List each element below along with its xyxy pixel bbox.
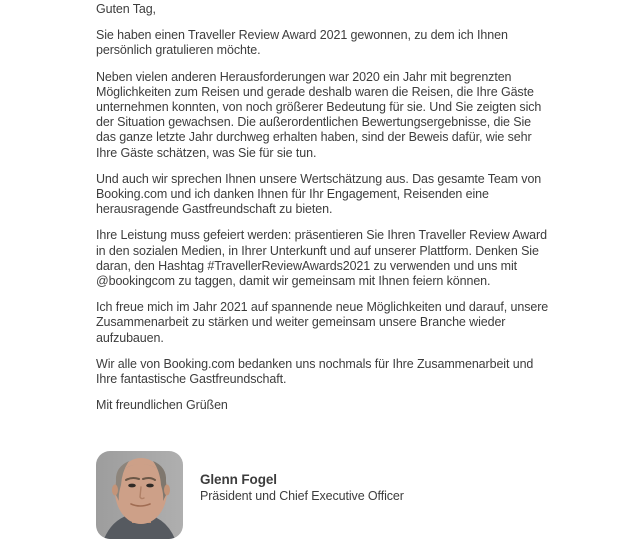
glenn-fogel-photo — [96, 451, 183, 539]
signer-name: Glenn Fogel — [200, 472, 277, 487]
letter-line: Zusammenarbeit zu stärken und weiter gemeinsam unsere Branche wieder — [96, 315, 506, 330]
paragraph — [96, 398, 548, 413]
letter-line: herausragende Gastfreundschaft zu bieten. — [96, 202, 333, 217]
letter-line: Wir alle von Booking.com bedanken uns nochmals für Ihre Zusammenarbeit und — [96, 356, 534, 371]
paragraph — [96, 300, 548, 346]
letter-line: Ihre fantastische Gastfreundschaft. — [96, 372, 287, 387]
letter-line: Und auch wir sprechen Ihnen unsere Wertschätzung aus. Das gesamte Team von — [96, 171, 542, 186]
paragraph — [96, 228, 548, 289]
letter-line: Guten Tag, — [96, 2, 156, 16]
letter-line: Ihre Gäste schätzen, was Sie für sie tun. — [96, 145, 317, 160]
letter-line: in den sozialen Medien, in Ihrer Unterkunft und auf unserer Plattform. Denken Sie — [96, 243, 539, 258]
signature-block — [96, 451, 404, 539]
letter-line: Ich freue mich im Jahr 2021 auf spannende neue Möglichkeiten und darauf, unsere — [96, 300, 549, 315]
signer-title: Präsident und Chief Executive Officer — [200, 489, 404, 503]
letter-line: unternehmen konnten, von noch größerer Bedeutung für sie. Und Sie zeigten sich — [96, 100, 542, 115]
letter-line: daran, den Hashtag #TravellerReviewAwards2021 zu verwenden und uns mit — [96, 258, 518, 273]
letter-line: @bookingcom zu taggen, damit wir gemeinsam mit Ihnen feiern können. — [96, 274, 491, 289]
headshot-portrait-image — [96, 451, 183, 539]
paragraph — [96, 70, 548, 161]
letter-line: aufzubauen. — [96, 330, 164, 345]
letter-line: Möglichkeiten zum Reisen und gerade deshalb waren die Reisen, die Ihre Gäste — [96, 84, 534, 99]
letter-line: Sie haben einen Traveller Review Award 2021 gewonnen, zu dem ich Ihnen — [96, 28, 508, 43]
letter-line: das ganze letzte Jahr durchweg erhalten haben, sind der Beweis dafür, wie sehr — [96, 130, 532, 145]
letter-line: Ihre Leistung muss gefeiert werden: präsentieren Sie Ihren Traveller Review Award — [96, 228, 547, 243]
letter-line: Booking.com und ich danken Ihnen für Ihr Engagement, Reisenden eine — [96, 187, 489, 202]
paragraph — [96, 28, 548, 58]
letter-line: Neben vielen anderen Herausforderungen war 2020 ein Jahr mit begrenzten — [96, 69, 512, 84]
letter-line: Mit freundlichen Grüßen — [96, 398, 228, 413]
paragraph — [96, 357, 548, 387]
letter-line: persönlich gratulieren möchte. — [96, 43, 261, 58]
signature-text — [200, 451, 404, 504]
letter-body — [96, 2, 548, 424]
paragraph — [96, 2, 548, 17]
paragraph — [96, 172, 548, 218]
letter-line: der Situation gewachsen. Die außerordentlichen Bewertungsergebnisse, die Sie — [96, 115, 532, 130]
